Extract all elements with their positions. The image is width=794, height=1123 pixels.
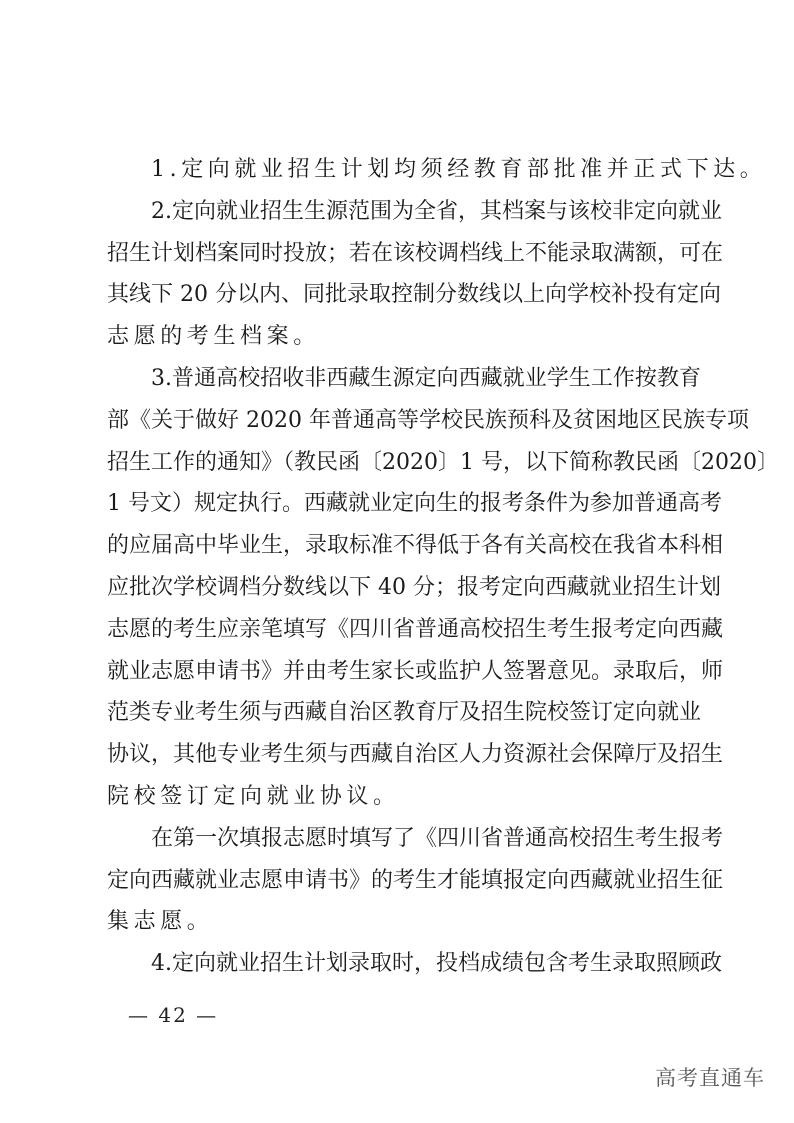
text-line: 部《关于做好 2020 年普通高等学校民族预科及贫困地区民族专项 [107,407,749,433]
text-line: 在第一次填报志愿时填写了《四川省普通高校招生考生报考 [151,825,724,851]
paragraph-3 [107,358,779,818]
watermark: 高考直通车 [655,1066,765,1090]
text-line: 招生计划档案同时投放；若在该校调档线上不能录取满额，可在 [107,240,724,266]
text-line: 院校签订定向就业协议。 [107,783,400,809]
text-line: 应批次学校调档分数线以下 40 分；报考定向西藏就业招生计划 [107,574,721,600]
page-number: — 42 — [128,1003,219,1027]
paragraph-1 [107,149,767,191]
text-line: 集志愿。 [107,909,214,935]
document-body [107,149,779,985]
text-line: 志愿的考生档案。 [107,324,320,350]
paragraph-4 [107,818,724,943]
text-line: 其线下 20 分以内、同批录取控制分数线以上向学校补投有定向 [107,282,721,308]
text-line: 定向西藏就业志愿申请书》的考生才能填报定向西藏就业招生征 [107,867,724,893]
text-line: 范类专业考生须与西藏自治区教育厅及招生院校签订定向就业 [107,700,702,726]
text-line: 1.定向就业招生计划均须经教育部批准并正式下达。 [151,157,767,182]
paragraph-2 [107,191,724,358]
text-line: 招生工作的通知》（教民函〔2020〕1 号，以下简称教民函〔2020〕 [107,449,779,475]
text-line: 1 号文）规定执行。西藏就业定向生的报考条件为参加普通高考 [107,491,722,517]
text-line: 3.普通高校招收非西藏生源定向西藏就业学生工作按教育 [151,365,701,391]
text-line: 2.定向就业招生生源范围为全省，其档案与该校非定向就业 [151,198,722,224]
text-line: 志愿的考生应亲笔填写《四川省普通高校招生考生报考定向西藏 [107,616,724,642]
text-line: 就业志愿申请书》并由考生家长或监护人签署意见。录取后，师 [107,658,724,684]
text-line: 4.定向就业招生计划录取时，投档成绩包含考生录取照顾政 [151,951,722,977]
text-line: 协议，其他专业考生须与西藏自治区人力资源社会保障厅及招生 [107,742,724,768]
paragraph-5 [107,943,722,985]
text-line: 的应届高中毕业生，录取标准不得低于各有关高校在我省本科相 [107,533,724,559]
